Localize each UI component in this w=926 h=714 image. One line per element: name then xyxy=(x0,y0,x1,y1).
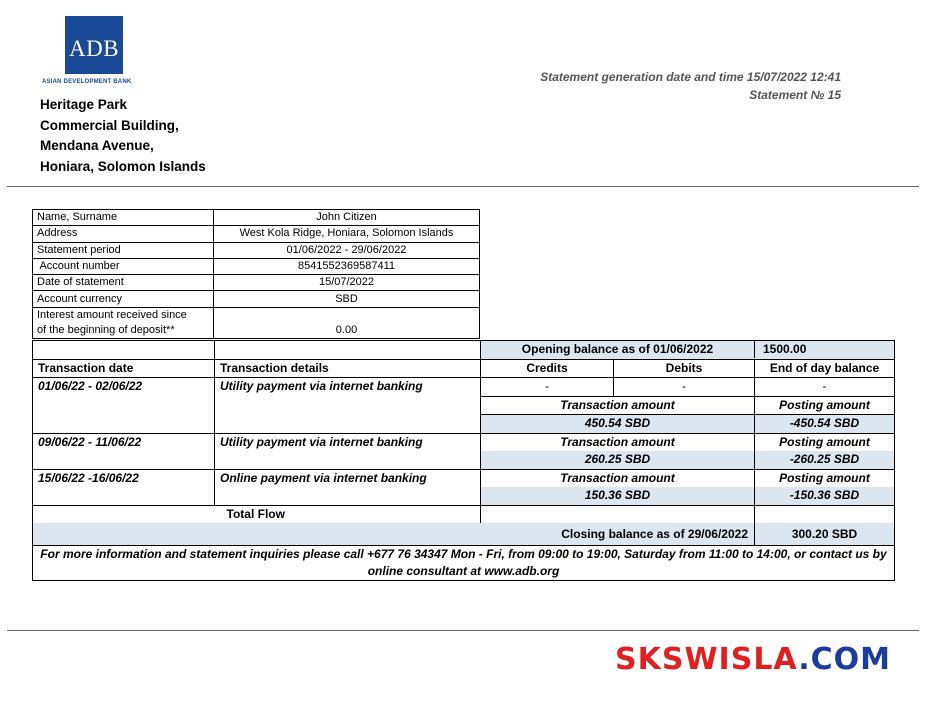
info-row xyxy=(33,242,480,258)
transaction-amount-label: Transaction amount xyxy=(481,469,755,487)
statement-number: Statement № 15 xyxy=(749,88,841,102)
info-value: 8541552369587411 xyxy=(214,258,480,274)
footer-text: For more information and statement inquiries please call +677 76 34347 Mon - Fri, from 09:00 to 19:00, Saturday from 11:00 to 14:00, or contact us by online consultant at www.adb.org xyxy=(33,546,895,581)
header-details: Transaction details xyxy=(215,359,481,378)
info-value: John Citizen xyxy=(214,210,480,226)
address-line: Heritage Park xyxy=(40,97,128,112)
header-debits: Debits xyxy=(614,359,755,378)
table-row xyxy=(33,378,895,397)
posting-amount: -450.54 SBD xyxy=(755,415,895,434)
balance-value: - xyxy=(755,378,895,397)
closing-balance-label: Closing balance as of 29/06/2022 xyxy=(33,523,755,546)
info-label xyxy=(33,307,214,338)
logo-subtitle: ASIAN DEVELOPMENT BANK xyxy=(42,79,132,85)
info-label-line: of the beginning of deposit** xyxy=(37,323,175,336)
header-balance: End of day balance xyxy=(755,359,895,378)
info-row xyxy=(33,275,480,291)
info-row xyxy=(33,291,480,307)
transaction-amount-label: Transaction amount xyxy=(481,433,755,451)
watermark xyxy=(615,642,891,677)
opening-balance-row xyxy=(33,341,895,360)
header-credits: Credits xyxy=(481,359,614,378)
table-row xyxy=(33,469,895,487)
watermark-tld: .COM xyxy=(798,642,891,677)
info-label: Name, Surname xyxy=(33,210,214,226)
transaction-details: Utility payment via internet banking xyxy=(215,433,481,469)
statement-header xyxy=(540,68,841,104)
generation-date: Statement generation date and time 15/07/2022 12:41 xyxy=(540,70,841,84)
posting-amount-label: Posting amount xyxy=(755,396,895,415)
logo-text: ADB xyxy=(68,36,120,61)
closing-balance-row xyxy=(33,523,895,546)
info-label: Address xyxy=(33,226,214,242)
top-divider xyxy=(7,186,919,187)
transaction-date: 15/06/22 -16/06/22 xyxy=(33,469,215,505)
credits-value: - xyxy=(481,378,614,397)
transaction-date: 09/06/22 - 11/06/22 xyxy=(33,433,215,469)
transaction-details: Utility payment via internet banking xyxy=(215,378,481,434)
total-flow-label: Total Flow xyxy=(215,505,481,523)
info-row xyxy=(33,210,480,226)
info-label: Account number xyxy=(33,258,214,274)
closing-balance-value: 300.20 SBD xyxy=(755,523,895,546)
info-label: Date of statement xyxy=(33,275,214,291)
footer-row xyxy=(33,546,895,581)
transaction-amount: 260.25 SBD xyxy=(481,451,755,469)
info-value: West Kola Ridge, Honiara, Solomon Islands xyxy=(214,226,480,242)
header-date: Transaction date xyxy=(33,359,215,378)
header-row xyxy=(33,359,895,378)
info-label: Account currency xyxy=(33,291,214,307)
address-line: Commercial Building, xyxy=(40,117,179,133)
account-info-table xyxy=(32,209,480,339)
opening-balance-label: Opening balance as of 01/06/2022 xyxy=(481,341,755,358)
watermark-brand: SKSWISLA xyxy=(615,642,799,677)
info-row xyxy=(33,258,480,274)
adb-logo xyxy=(65,16,123,74)
info-row xyxy=(33,307,480,338)
transaction-date: 01/06/22 - 02/06/22 xyxy=(33,378,215,434)
transaction-amount: 450.54 SBD xyxy=(481,415,755,434)
bottom-divider xyxy=(7,630,919,631)
total-flow-row xyxy=(33,505,895,523)
info-value: 0.00 xyxy=(214,307,480,338)
transaction-amount: 150.36 SBD xyxy=(481,487,755,505)
info-value: 15/07/2022 xyxy=(214,275,480,291)
info-label: Statement period xyxy=(33,242,214,258)
table-row xyxy=(33,433,895,451)
info-label-line: Interest amount received since xyxy=(37,308,187,321)
posting-amount-label: Posting amount xyxy=(755,469,895,487)
posting-amount: -260.25 SBD xyxy=(755,451,895,469)
address-line: Mendana Avenue, xyxy=(40,138,154,153)
posting-amount-label: Posting amount xyxy=(755,433,895,451)
info-value: 01/06/2022 - 29/06/2022 xyxy=(214,242,480,258)
transactions-table xyxy=(32,340,895,581)
transaction-details: Online payment via internet banking xyxy=(215,469,481,505)
info-row xyxy=(33,226,480,242)
address-line: Honiara, Solomon Islands xyxy=(40,158,206,174)
transaction-amount-label: Transaction amount xyxy=(481,396,755,415)
opening-balance-value: 1500.00 xyxy=(763,342,807,357)
bank-address xyxy=(40,95,206,177)
posting-amount: -150.36 SBD xyxy=(755,487,895,505)
debits-value: - xyxy=(614,378,755,397)
info-value: SBD xyxy=(214,291,480,307)
